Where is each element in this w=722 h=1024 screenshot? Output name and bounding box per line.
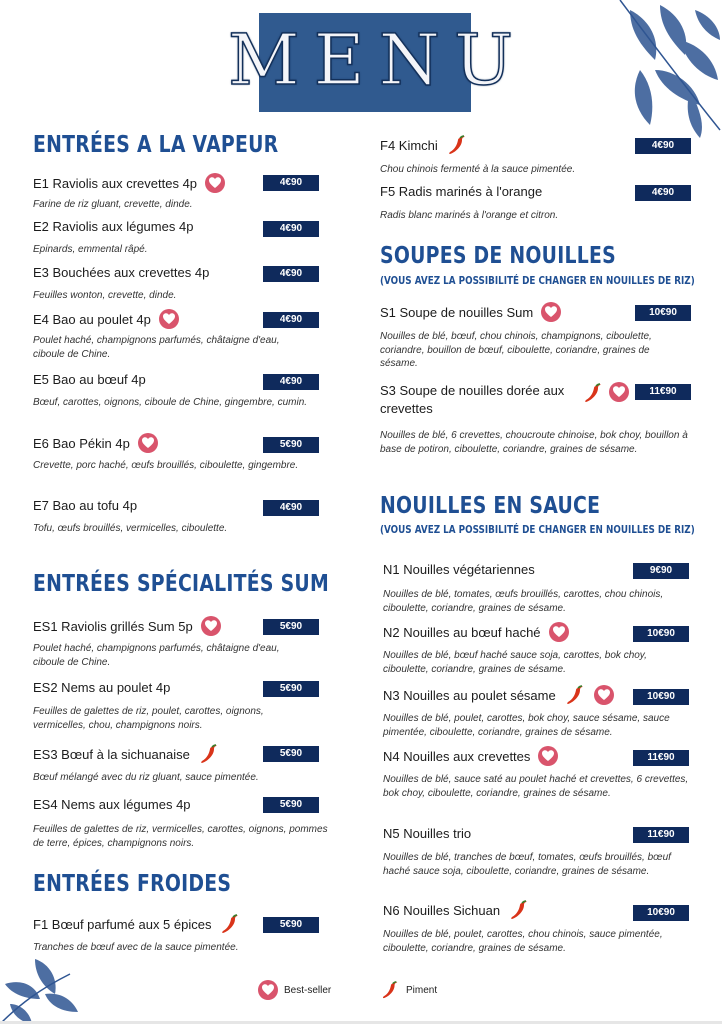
section-title-froides: ENTRÉES FROIDES [33,871,232,897]
item-name: N2 Nouilles au bœuf haché [383,624,541,640]
item-name: E7 Bao au tofu 4p [33,498,138,513]
price-badge-N6: 10€90 [633,905,689,921]
item-name: ES3 Bœuf à la sichuanaise [33,746,190,762]
item-name: ES4 Nems aux légumes 4p [33,797,191,812]
item-name-wrapper [33,309,179,329]
item-description: Nouilles de blé, tranches de bœuf, tomates, œufs brouillés, bœuf haché sauce soja, ciboulette, coriandre, graines de sésame. [383,852,671,877]
price-badge-ES2: 5€90 [263,681,319,697]
item-name-wrapper [33,498,137,513]
item-name-wrapper [33,616,221,636]
item-name: N4 Nouilles aux crevettes [383,748,531,764]
item-name-wrapper [33,219,193,234]
legend-bestseller-label: Best-seller [284,984,332,996]
item-description: Nouilles de blé, tomates, œufs brouillés, carottes, chou chinois, ciboulette, coriandre, graines de sésame. [383,589,664,614]
price-badge-S1: 10€90 [635,305,691,321]
leaf-decoration-top-right [600,0,722,140]
item-description: Poulet haché, champignons parfumés, châtaigne d'eau, ciboule de Chine. [33,643,280,668]
price-badge-N5: 11€90 [633,827,689,843]
item-description: Nouilles de blé, poulet, carottes, bok choy, sauce sésame, sauce pimentée, ciboulette, coriandre, graines de sésame. [383,713,670,738]
heart-icon [541,302,561,322]
price-badge-E7: 4€90 [263,500,319,516]
price-badge-ES3: 5€90 [263,746,319,762]
item-name-wrapper [380,134,468,156]
item-description: Nouilles de blé, bœuf haché sauce soja, carottes, bok choy, ciboulette, coriandre, graines de sésame. [383,650,647,675]
item-name: N3 Nouilles au poulet sésame [383,687,556,703]
price-badge-E1: 4€90 [263,175,319,191]
item-description: Epinards, emmental râpé. [33,244,148,255]
item-name-wrapper [383,826,471,841]
page-title: MENU [228,19,528,101]
item-name: N1 Nouilles végétariennes [383,562,535,577]
chili-icon [219,913,241,935]
item-name-wrapper [383,746,558,766]
price-badge-E4: 4€90 [263,312,319,328]
section-title-sauce: NOUILLES EN SAUCE [380,493,601,519]
item-name-wrapper [383,684,614,706]
item-name: E3 Bouchées aux crevettes 4p [33,265,210,280]
price-badge-E2: 4€90 [263,221,319,237]
item-description: Tranches de bœuf avec de la sauce pimentée. [33,942,239,953]
section-title-specialites: ENTRÉES SPÉCIALITÉS SUM [33,571,329,597]
price-badge-F1: 5€90 [263,917,319,933]
price-badge-F4: 4€90 [635,138,691,154]
item-name: N5 Nouilles trio [383,826,472,841]
price-badge-N1: 9€90 [633,563,689,579]
section-subtitle-sauce: (VOUS AVEZ LA POSSIBILITÉ DE CHANGER EN NOUILLES DE RIZ) [380,523,695,536]
item-description: Farine de riz gluant, crevette, dinde. [33,199,193,210]
item-name-wrapper [33,265,209,280]
item-name-wrapper [33,913,241,935]
price-badge-ES1: 5€90 [263,619,319,635]
heart-icon [159,309,179,329]
item-name: E5 Bao au bœuf 4p [33,372,146,387]
item-name-wrapper [33,372,146,387]
item-name-wrapper [33,743,220,765]
item-description: Nouilles de blé, poulet, carottes, chou chinois, sauce pimentée, ciboulette, coriandre, graines de sésame. [383,929,663,954]
price-badge-E5: 4€90 [263,374,319,390]
item-name: F5 Radis marinés à l'orange [380,184,543,199]
item-name-wrapper [33,433,158,453]
item-name: ES2 Nems au poulet 4p [33,680,171,695]
price-badge-ES4: 5€90 [263,797,319,813]
legend-piment-label: Piment [406,984,438,996]
price-badge-N2: 10€90 [633,626,689,642]
item-name: E4 Bao au poulet 4p [33,311,151,327]
chili-icon [446,134,468,156]
item-description: Radis blanc marinés à l'orange et citron. [380,210,559,221]
heart-icon [201,616,221,636]
heart-icon [538,746,558,766]
item-name-wrapper [380,302,561,322]
legend-piment [380,980,437,1000]
item-description: Feuilles de galettes de riz, poulet, carottes, oignons, vermicelles, chou, champignons noirs. [33,706,264,731]
item-name: ES1 Raviolis grillés Sum 5p [33,618,193,634]
item-name: E6 Bao Pékin 4p [33,435,130,451]
chili-icon [582,382,604,404]
item-description: Tofu, œufs brouillés, vermicelles, ciboulette. [33,523,228,534]
chili-icon [198,743,220,765]
item-name-wrapper [383,622,569,642]
heart-icon [205,173,225,193]
chili-icon [380,980,400,1000]
item-name-wrapper [383,899,530,921]
heart-icon [549,622,569,642]
item-description: Bœuf mélangé avec du riz gluant, sauce pimentée. [33,772,259,783]
item-description: Chou chinois fermenté à la sauce pimentée. [380,164,576,175]
price-badge-F5: 4€90 [635,185,691,201]
section-title-soupes: SOUPES DE NOUILLES [380,243,616,269]
price-badge-N4: 11€90 [633,750,689,766]
heart-icon [258,980,278,1000]
item-name-wrapper [380,184,542,199]
item-description: Poulet haché, champignons parfumés, châtaigne d'eau, ciboule de Chine. [33,335,280,360]
item-name: F4 Kimchi [380,137,438,153]
item-description: Nouilles de blé, bœuf, chou chinois, champignons, ciboulette, coriandre, bouillon de bœuf, ciboulette, coriandre, graines de sésame. [380,331,652,369]
item-description: Crevette, porc haché, œufs brouillés, ciboulette, gingembre. [33,460,299,471]
price-badge-N3: 10€90 [633,689,689,705]
section-title-vapeur: ENTRÉES A LA VAPEUR [33,132,279,158]
heart-icon [609,382,629,402]
item-name: N6 Nouilles Sichuan [383,902,501,918]
item-description: Nouilles de blé, 6 crevettes, choucroute chinoise, bok choy, bouillon à base de potiron, ciboulette, coriandre, graines de sésame. [380,430,688,455]
heart-icon [594,685,614,705]
chili-icon [508,899,530,921]
item-name-wrapper [383,562,535,577]
item-name-wrapper [33,680,170,695]
leaf-decoration-bottom-left [0,954,80,1024]
legend-bestseller [258,980,331,1000]
chili-icon [564,684,586,706]
item-name: S3 Soupe de nouilles dorée aux crevettes [380,383,565,416]
item-description: Feuilles de galettes de riz, vermicelles, carottes, oignons, pommes de terre, épices, champignons noirs. [33,824,328,849]
price-badge-S3: 11€90 [635,384,691,400]
item-name: F1 Bœuf parfumé aux 5 épices [33,916,212,932]
price-badge-E3: 4€90 [263,266,319,282]
price-badge-E6: 5€90 [263,437,319,453]
heart-icon [138,433,158,453]
item-name-wrapper [33,173,225,193]
item-description: Nouilles de blé, sauce saté au poulet haché et crevettes, 6 crevettes, bok choy, ciboulette, coriandre, graines de sésame. [383,774,689,799]
item-description: Feuilles wonton, crevette, dinde. [33,290,177,301]
item-description: Bœuf, carottes, oignons, ciboule de Chine, gingembre, cumin. [33,397,308,408]
item-name: E1 Raviolis aux crevettes 4p [33,175,198,191]
section-subtitle-soupes: (VOUS AVEZ LA POSSIBILITÉ DE CHANGER EN NOUILLES DE RIZ) [380,274,695,287]
item-name: E2 Raviolis aux légumes 4p [33,219,194,234]
item-name-wrapper [33,797,191,812]
item-name: S1 Soupe de nouilles Sum [380,304,534,320]
